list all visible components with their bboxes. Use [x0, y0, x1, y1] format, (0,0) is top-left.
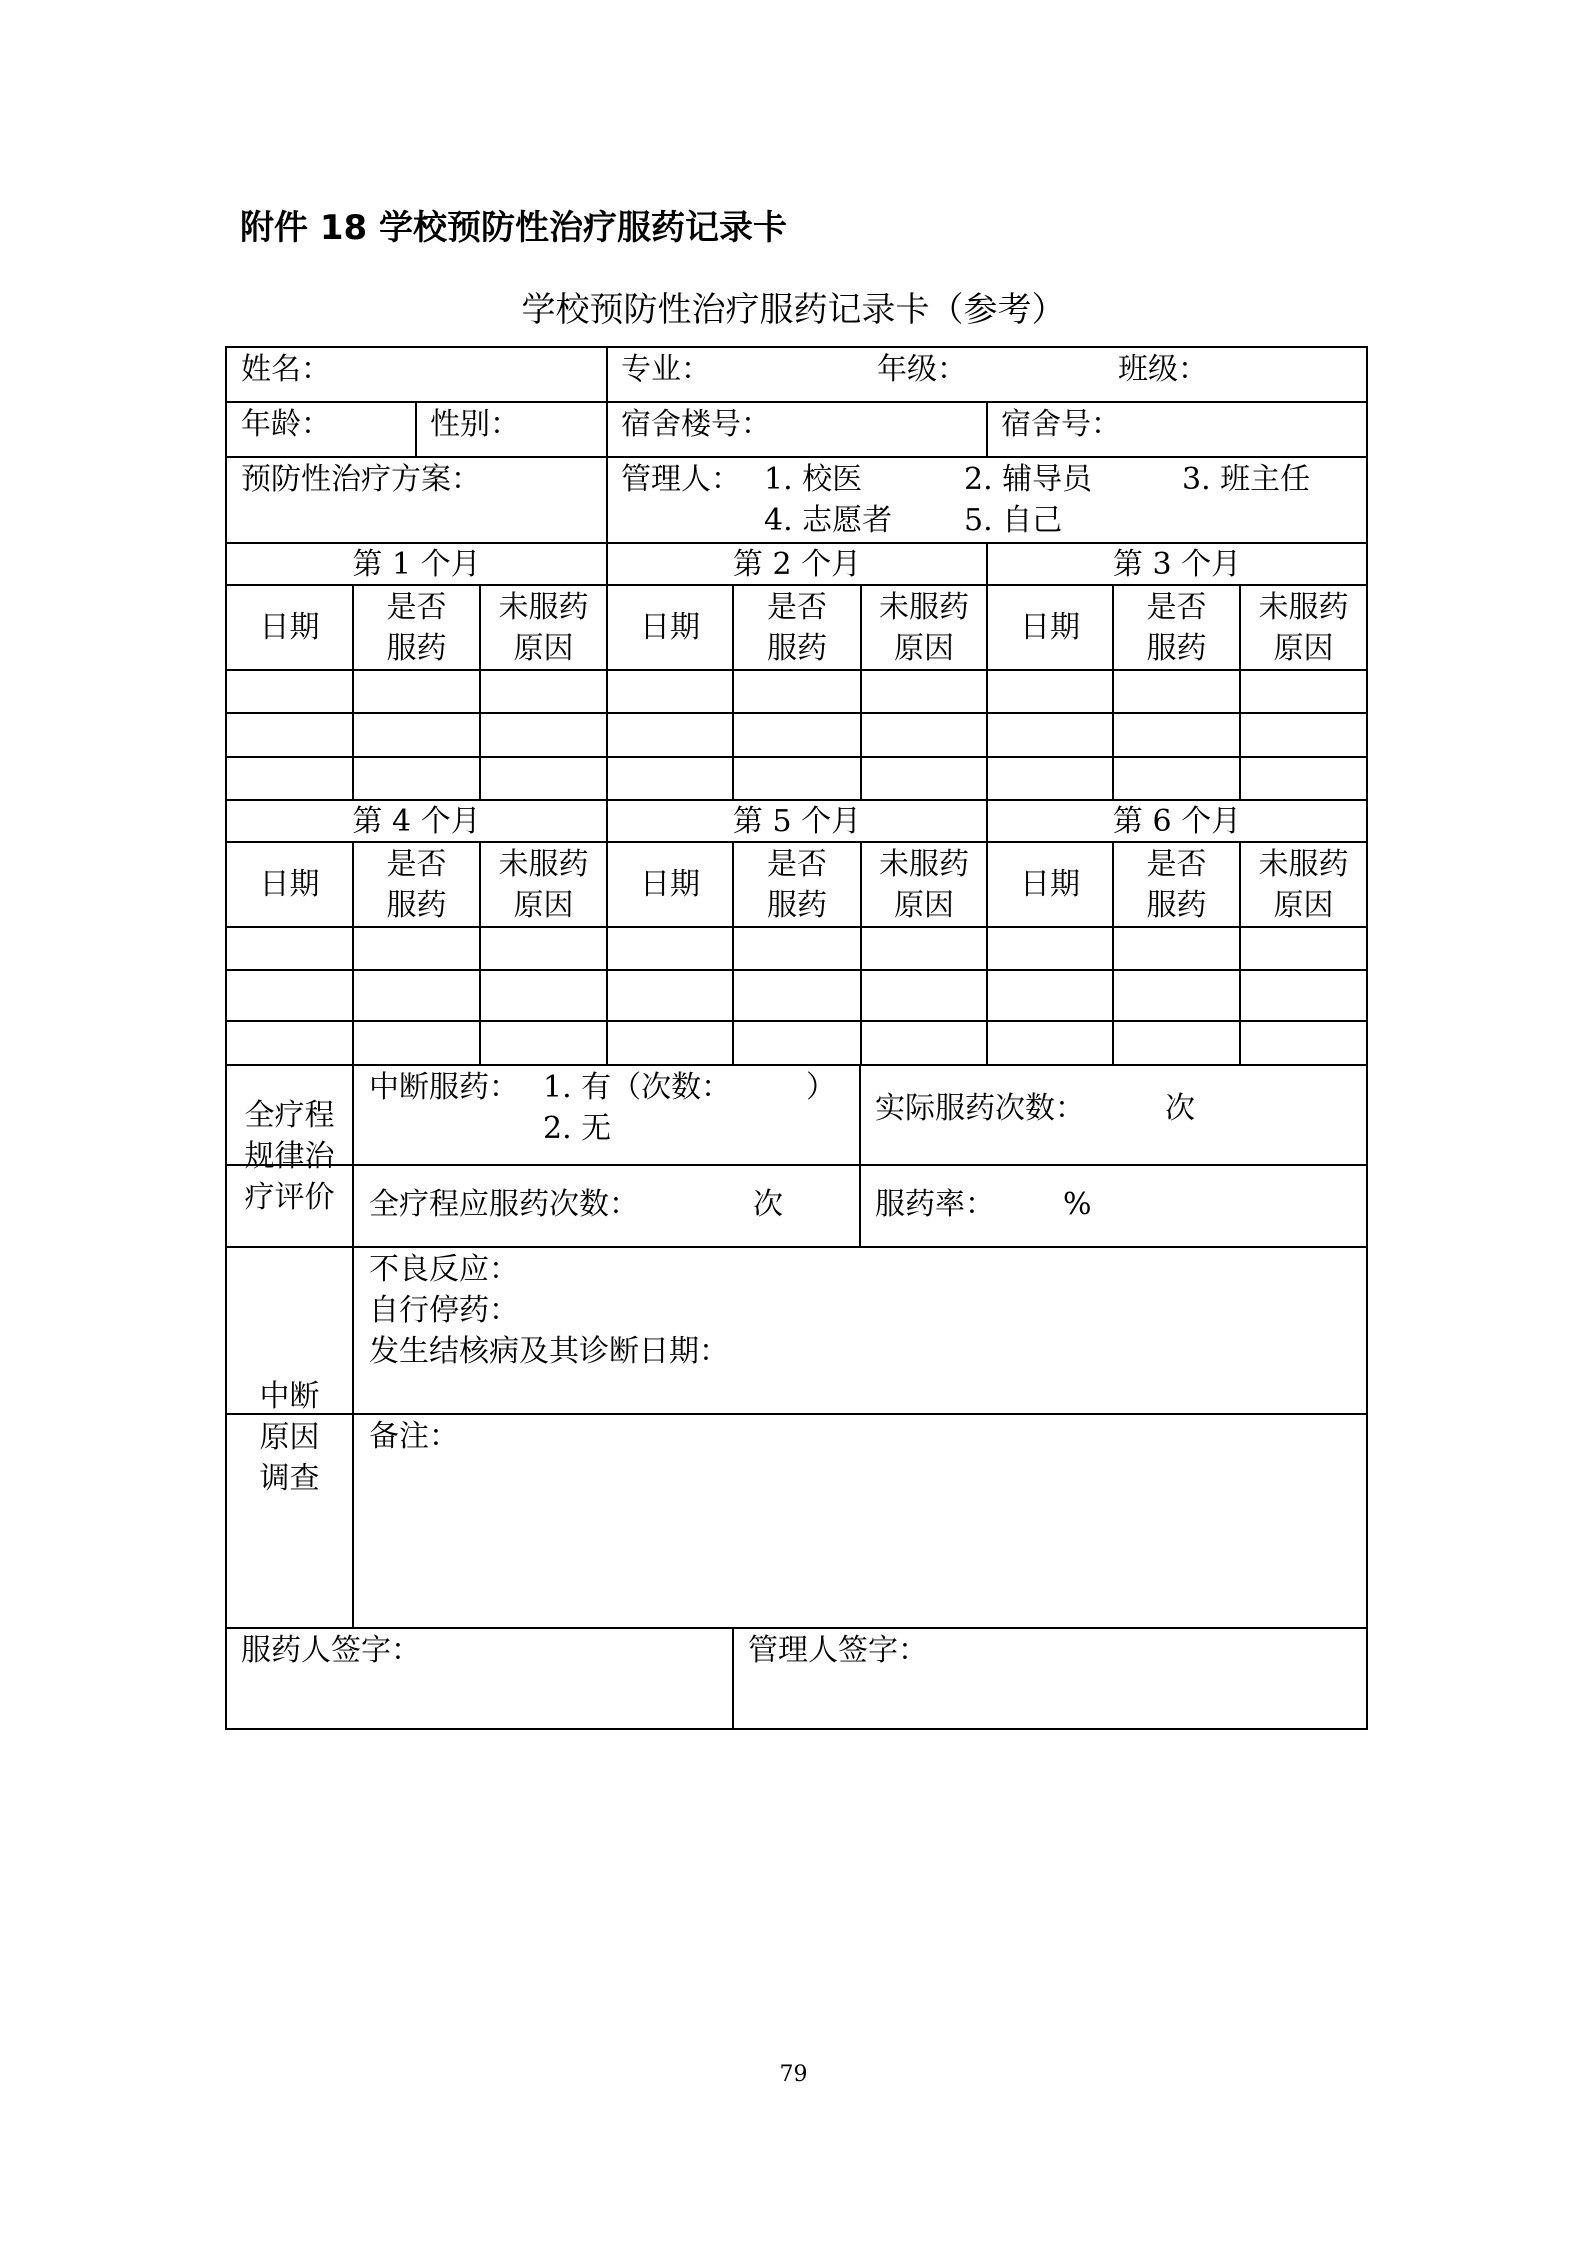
table-cell[interactable] — [1115, 1023, 1238, 1063]
table-cell[interactable] — [863, 972, 985, 1019]
table-cell[interactable] — [228, 672, 351, 711]
date-column-header — [607, 585, 733, 670]
table-cell[interactable] — [735, 715, 859, 755]
reason-column-header — [861, 842, 987, 927]
taken-column-header-line: 是否 — [767, 589, 827, 625]
table-cell[interactable] — [609, 715, 731, 755]
table-cell[interactable] — [609, 672, 731, 711]
reason-column-header-line: 原因 — [1273, 630, 1334, 666]
reason-column-header-line: 原因 — [513, 887, 574, 923]
taken-column-header-line: 是否 — [1146, 589, 1207, 625]
month-header-2 — [607, 543, 987, 585]
plan-label: 预防性治疗方案： — [241, 462, 481, 497]
table-cell[interactable] — [355, 929, 478, 968]
table-cell[interactable] — [1115, 672, 1238, 711]
date-column-header-line: 日期 — [259, 610, 320, 645]
date-column-header — [987, 842, 1113, 927]
reason-column-header — [480, 585, 607, 670]
reason-column-header-line: 原因 — [1273, 887, 1334, 923]
table-cell[interactable] — [228, 972, 351, 1019]
manager-option-2: 2. 辅导员 — [964, 462, 1093, 497]
taken-column-header-line: 服药 — [767, 887, 827, 923]
table-cell[interactable] — [1115, 972, 1238, 1019]
table-cell[interactable] — [863, 672, 985, 711]
table-cell[interactable] — [735, 972, 859, 1019]
manager-option-1: 1. 校医 — [764, 462, 863, 497]
investigation-label-line: 原因 — [259, 1420, 320, 1455]
reason-column-header — [1240, 585, 1367, 670]
self-stop-label: 自行停药： — [369, 1293, 519, 1328]
table-cell[interactable] — [228, 1023, 351, 1063]
interrupt-yes: 1. 有（次数： — [543, 1070, 732, 1105]
card-title: 学校预防性治疗服药记录卡（参考） — [521, 290, 1066, 330]
reason-column-header-line: 未服药 — [879, 846, 969, 882]
taken-column-header — [353, 585, 480, 670]
table-cell[interactable] — [1242, 715, 1365, 755]
month-header-1-line: 第 1 个月 — [352, 546, 481, 582]
interrupt-label: 中断服药： — [369, 1070, 519, 1105]
table-cell[interactable] — [609, 972, 731, 1019]
table-cell[interactable] — [228, 929, 351, 968]
month-header-3-line: 第 3 个月 — [1112, 546, 1242, 582]
month-header-2-line: 第 2 个月 — [732, 546, 862, 582]
table-cell[interactable] — [1115, 715, 1238, 755]
taken-column-header — [1113, 585, 1240, 670]
table-cell[interactable] — [989, 972, 1111, 1019]
table-cell[interactable] — [1115, 929, 1238, 968]
table-cell[interactable] — [989, 1023, 1111, 1063]
table-cell[interactable] — [482, 672, 605, 711]
date-column-header — [226, 585, 353, 670]
reason-column-header — [480, 842, 607, 927]
table-cell[interactable] — [482, 759, 605, 798]
month-header-3 — [987, 543, 1367, 585]
date-column-header-line: 日期 — [640, 867, 700, 902]
investigation-label-line: 中断 — [259, 1379, 320, 1414]
dorm-building-label: 宿舍楼号： — [621, 407, 771, 442]
interrupt-no: 2. 无 — [543, 1111, 612, 1146]
month-header-4 — [226, 800, 607, 842]
taken-column-header-line: 服药 — [1146, 887, 1207, 923]
table-cell[interactable] — [609, 759, 731, 798]
reason-column-header — [1240, 842, 1367, 927]
table-cell[interactable] — [735, 672, 859, 711]
evaluation-label-line: 规律治 — [244, 1138, 335, 1174]
date-column-header-line: 日期 — [1020, 867, 1080, 902]
month-header-6 — [987, 800, 1367, 842]
actual-count-label: 实际服药次数： — [875, 1091, 1085, 1126]
month-header-1 — [226, 543, 607, 585]
manager-label: 管理人： — [621, 462, 741, 497]
table-cell[interactable] — [735, 929, 859, 968]
manager-option-4: 4. 志愿者 — [764, 503, 893, 538]
table-cell[interactable] — [989, 759, 1111, 798]
planned-count-label: 全疗程应服药次数： — [369, 1187, 639, 1222]
date-column-header — [607, 842, 733, 927]
grade-label: 年级： — [877, 352, 967, 387]
table-cell[interactable] — [355, 672, 478, 711]
taken-column-header-line: 是否 — [767, 846, 827, 882]
table-cell[interactable] — [863, 929, 985, 968]
table-cell[interactable] — [989, 672, 1111, 711]
month-header-6-line: 第 6 个月 — [1112, 803, 1242, 839]
manager-signature-field[interactable] — [735, 1676, 1365, 1727]
table-cell[interactable] — [1242, 759, 1365, 798]
month-header-5 — [607, 800, 987, 842]
table-cell[interactable] — [735, 1023, 859, 1063]
reason-column-header-line: 未服药 — [1258, 846, 1349, 882]
manager-option-5: 5. 自己 — [964, 503, 1063, 538]
evaluation-label — [226, 1065, 353, 1247]
table-cell[interactable] — [863, 1023, 985, 1063]
page-number: 79 — [779, 2062, 808, 2087]
reason-column-header-line: 原因 — [894, 887, 954, 923]
table-cell[interactable] — [482, 929, 605, 968]
reason-column-header-line: 未服药 — [879, 589, 969, 625]
taken-column-header-line: 是否 — [386, 846, 447, 882]
taken-column-header-line: 服药 — [386, 887, 447, 923]
reason-column-header-line: 未服药 — [498, 846, 589, 882]
reason-column-header-line: 原因 — [513, 630, 574, 666]
actual-count-unit: 次 — [1165, 1091, 1195, 1126]
investigation-label-line: 调查 — [259, 1461, 320, 1496]
planned-count-unit: 次 — [753, 1187, 783, 1222]
table-cell[interactable] — [1115, 759, 1238, 798]
table-cell[interactable] — [863, 715, 985, 755]
age-label: 年龄： — [241, 407, 331, 442]
gender-label: 性别： — [430, 407, 520, 442]
date-column-header-line: 日期 — [640, 610, 700, 645]
tb-onset-label: 发生结核病及其诊断日期： — [369, 1334, 729, 1369]
table-cell[interactable] — [228, 759, 351, 798]
reason-column-header-line: 未服药 — [1258, 589, 1349, 625]
evaluation-label-line: 全疗程 — [244, 1097, 335, 1133]
table-cell[interactable] — [355, 759, 478, 798]
patient-signature-field[interactable] — [228, 1676, 731, 1727]
table-cell[interactable] — [735, 759, 859, 798]
major-label: 专业： — [621, 352, 711, 387]
adverse-reaction-label: 不良反应： — [369, 1252, 519, 1287]
table-cell[interactable] — [482, 1023, 605, 1063]
table-cell[interactable] — [609, 1023, 731, 1063]
date-column-header-line: 日期 — [259, 867, 320, 902]
table-cell[interactable] — [609, 929, 731, 968]
rate-unit: % — [1063, 1187, 1092, 1222]
date-column-header — [226, 842, 353, 927]
taken-column-header-line: 服药 — [767, 630, 827, 666]
reason-column-header — [861, 585, 987, 670]
reason-column-header-line: 未服药 — [498, 589, 589, 625]
interrupt-close: ） — [806, 1070, 836, 1105]
table-cell[interactable] — [1242, 972, 1365, 1019]
table-cell[interactable] — [863, 759, 985, 798]
table-cell[interactable] — [355, 972, 478, 1019]
manager-option-3: 3. 班主任 — [1182, 462, 1311, 497]
taken-column-header-line: 是否 — [1146, 846, 1207, 882]
remarks-label: 备注： — [369, 1419, 459, 1454]
month-header-4-line: 第 4 个月 — [352, 803, 481, 839]
date-column-header-line: 日期 — [1020, 610, 1080, 645]
manager-signature-label: 管理人签字： — [748, 1633, 928, 1668]
month-header-5-line: 第 5 个月 — [732, 803, 862, 839]
table-cell[interactable] — [989, 929, 1111, 968]
table-cell[interactable] — [482, 972, 605, 1019]
table-cell[interactable] — [1242, 929, 1365, 968]
evaluation-label-line: 疗评价 — [244, 1179, 335, 1215]
taken-column-header — [733, 585, 861, 670]
name-label: 姓名： — [241, 352, 331, 387]
table-cell[interactable] — [228, 715, 351, 755]
table-cell[interactable] — [355, 715, 478, 755]
taken-column-header — [733, 842, 861, 927]
table-cell[interactable] — [989, 715, 1111, 755]
class-label: 班级： — [1118, 352, 1208, 387]
dorm-room-label: 宿舍号： — [1001, 407, 1121, 442]
date-column-header — [987, 585, 1113, 670]
table-cell[interactable] — [1242, 1023, 1365, 1063]
investigation-label — [226, 1247, 353, 1628]
taken-column-header-line: 服药 — [1146, 630, 1207, 666]
rate-label: 服药率： — [875, 1187, 995, 1222]
appendix-title: 附件 18 学校预防性治疗服药记录卡 — [240, 208, 787, 248]
patient-signature-label: 服药人签字： — [241, 1633, 421, 1668]
reason-column-header-line: 原因 — [894, 630, 954, 666]
taken-column-header — [1113, 842, 1240, 927]
taken-column-header — [353, 842, 480, 927]
taken-column-header-line: 是否 — [386, 589, 447, 625]
taken-column-header-line: 服药 — [386, 630, 447, 666]
table-cell[interactable] — [355, 1023, 478, 1063]
table-cell[interactable] — [1242, 672, 1365, 711]
table-cell[interactable] — [482, 715, 605, 755]
